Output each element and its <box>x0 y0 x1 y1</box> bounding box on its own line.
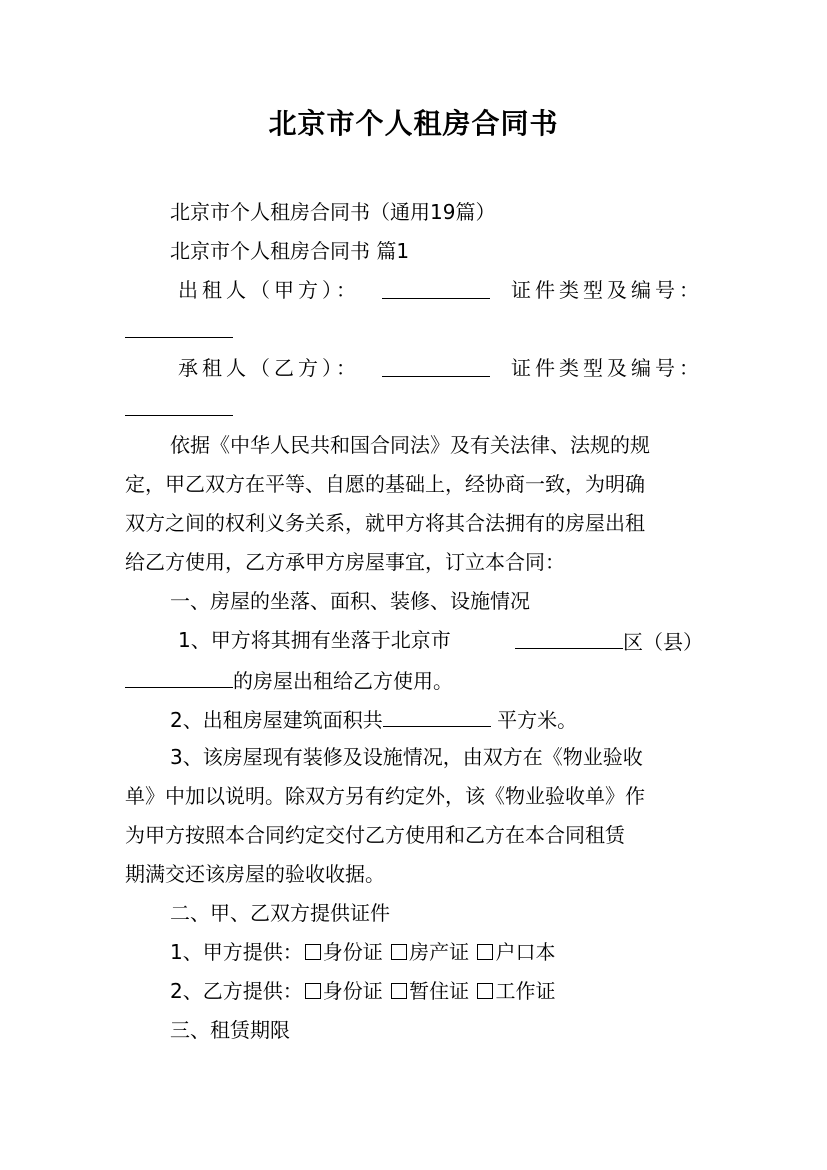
section-1-heading: 一、房屋的坐落、面积、装修、设施情况 <box>170 589 530 613</box>
party-a-id-line <box>125 315 703 345</box>
section-1-item-3-line-3: 为甲方按照本合同约定交付乙方使用和乙方在本合同租赁 <box>125 823 625 847</box>
party-a-name-blank <box>382 276 490 299</box>
party-b-id-blank <box>125 393 233 416</box>
party-b-id-label: 证件类型及编号： <box>511 356 703 380</box>
area-blank <box>383 704 491 727</box>
checkbox-id-card-b[interactable] <box>305 983 321 999</box>
address-blank <box>125 665 233 688</box>
preamble-line-3: 双方之间的权利义务关系，就甲方将其合法拥有的房屋出租 <box>125 511 645 535</box>
party-a-line <box>178 276 703 304</box>
item-1-blank-group <box>515 626 703 656</box>
party-b-line <box>178 354 703 382</box>
section-1-item-3-line-1: 3、该房屋现有装修及设施情况，由双方在《物业验收 <box>170 745 643 769</box>
checkbox-hukou[interactable] <box>477 944 493 960</box>
option-property-cert: 房产证 <box>409 940 470 964</box>
section-1-item-3-line-4: 期满交还该房屋的验收收据。 <box>125 862 385 886</box>
section-2-item-2 <box>170 977 703 1005</box>
subtitle: 北京市个人租房合同书（通用19篇） <box>170 200 496 224</box>
document-title: 北京市个人租房合同书 <box>268 107 559 140</box>
preamble-line-4: 给乙方使用，乙方承甲方房屋事宜，订立本合同： <box>125 550 565 574</box>
preamble-line-1: 依据《中华人民共和国合同法》及有关法律、法规的规 <box>170 433 650 457</box>
section-1-item-2 <box>170 704 703 734</box>
option-hukou: 户口本 <box>495 940 556 964</box>
district-blank <box>515 626 623 649</box>
party-a-id-label: 证件类型及编号： <box>511 278 703 302</box>
party-a-label: 出租人（甲方）： <box>178 278 360 302</box>
option-work-permit: 工作证 <box>495 979 556 1003</box>
party-b-name-blank <box>382 354 490 377</box>
item-2-text-b: 平方米。 <box>497 708 578 732</box>
item-1-text-a: 1、甲方将其拥有坐落于北京市 <box>178 628 451 652</box>
party-a-docs-label: 1、甲方提供： <box>170 940 303 964</box>
party-b-docs-label: 2、乙方提供： <box>170 979 303 1003</box>
item-1-text-b: 区（县） <box>623 630 703 654</box>
option-temp-residence: 暂住证 <box>409 979 470 1003</box>
party-b-label: 承租人（乙方）： <box>178 356 360 380</box>
section-1-item-3-line-2: 单》中加以说明。除双方另有约定外，该《物业验收单》作 <box>125 784 645 808</box>
item-2-text-a: 2、出租房屋建筑面积共 <box>170 708 383 732</box>
party-a-id-blank <box>125 315 233 338</box>
party-b-id-line <box>125 393 703 423</box>
checkbox-temp-residence[interactable] <box>391 983 407 999</box>
preamble-line-2: 定，甲乙双方在平等、自愿的基础上，经协商一致，为明确 <box>125 472 645 496</box>
item-1-text-c: 的房屋出租给乙方使用。 <box>233 669 453 693</box>
option-id-card-b: 身份证 <box>322 979 383 1003</box>
section-1-item-1-cont <box>125 665 703 695</box>
section-1-item-1 <box>178 626 703 656</box>
section-heading: 北京市个人租房合同书 篇1 <box>170 239 410 263</box>
option-id-card-a: 身份证 <box>322 940 383 964</box>
checkbox-work-permit[interactable] <box>477 983 493 999</box>
section-2-heading: 二、甲、乙双方提供证件 <box>170 901 390 925</box>
section-2-item-1 <box>170 938 703 966</box>
section-3-heading: 三、租赁期限 <box>170 1018 290 1042</box>
checkbox-id-card-a[interactable] <box>305 944 321 960</box>
checkbox-property-cert[interactable] <box>391 944 407 960</box>
